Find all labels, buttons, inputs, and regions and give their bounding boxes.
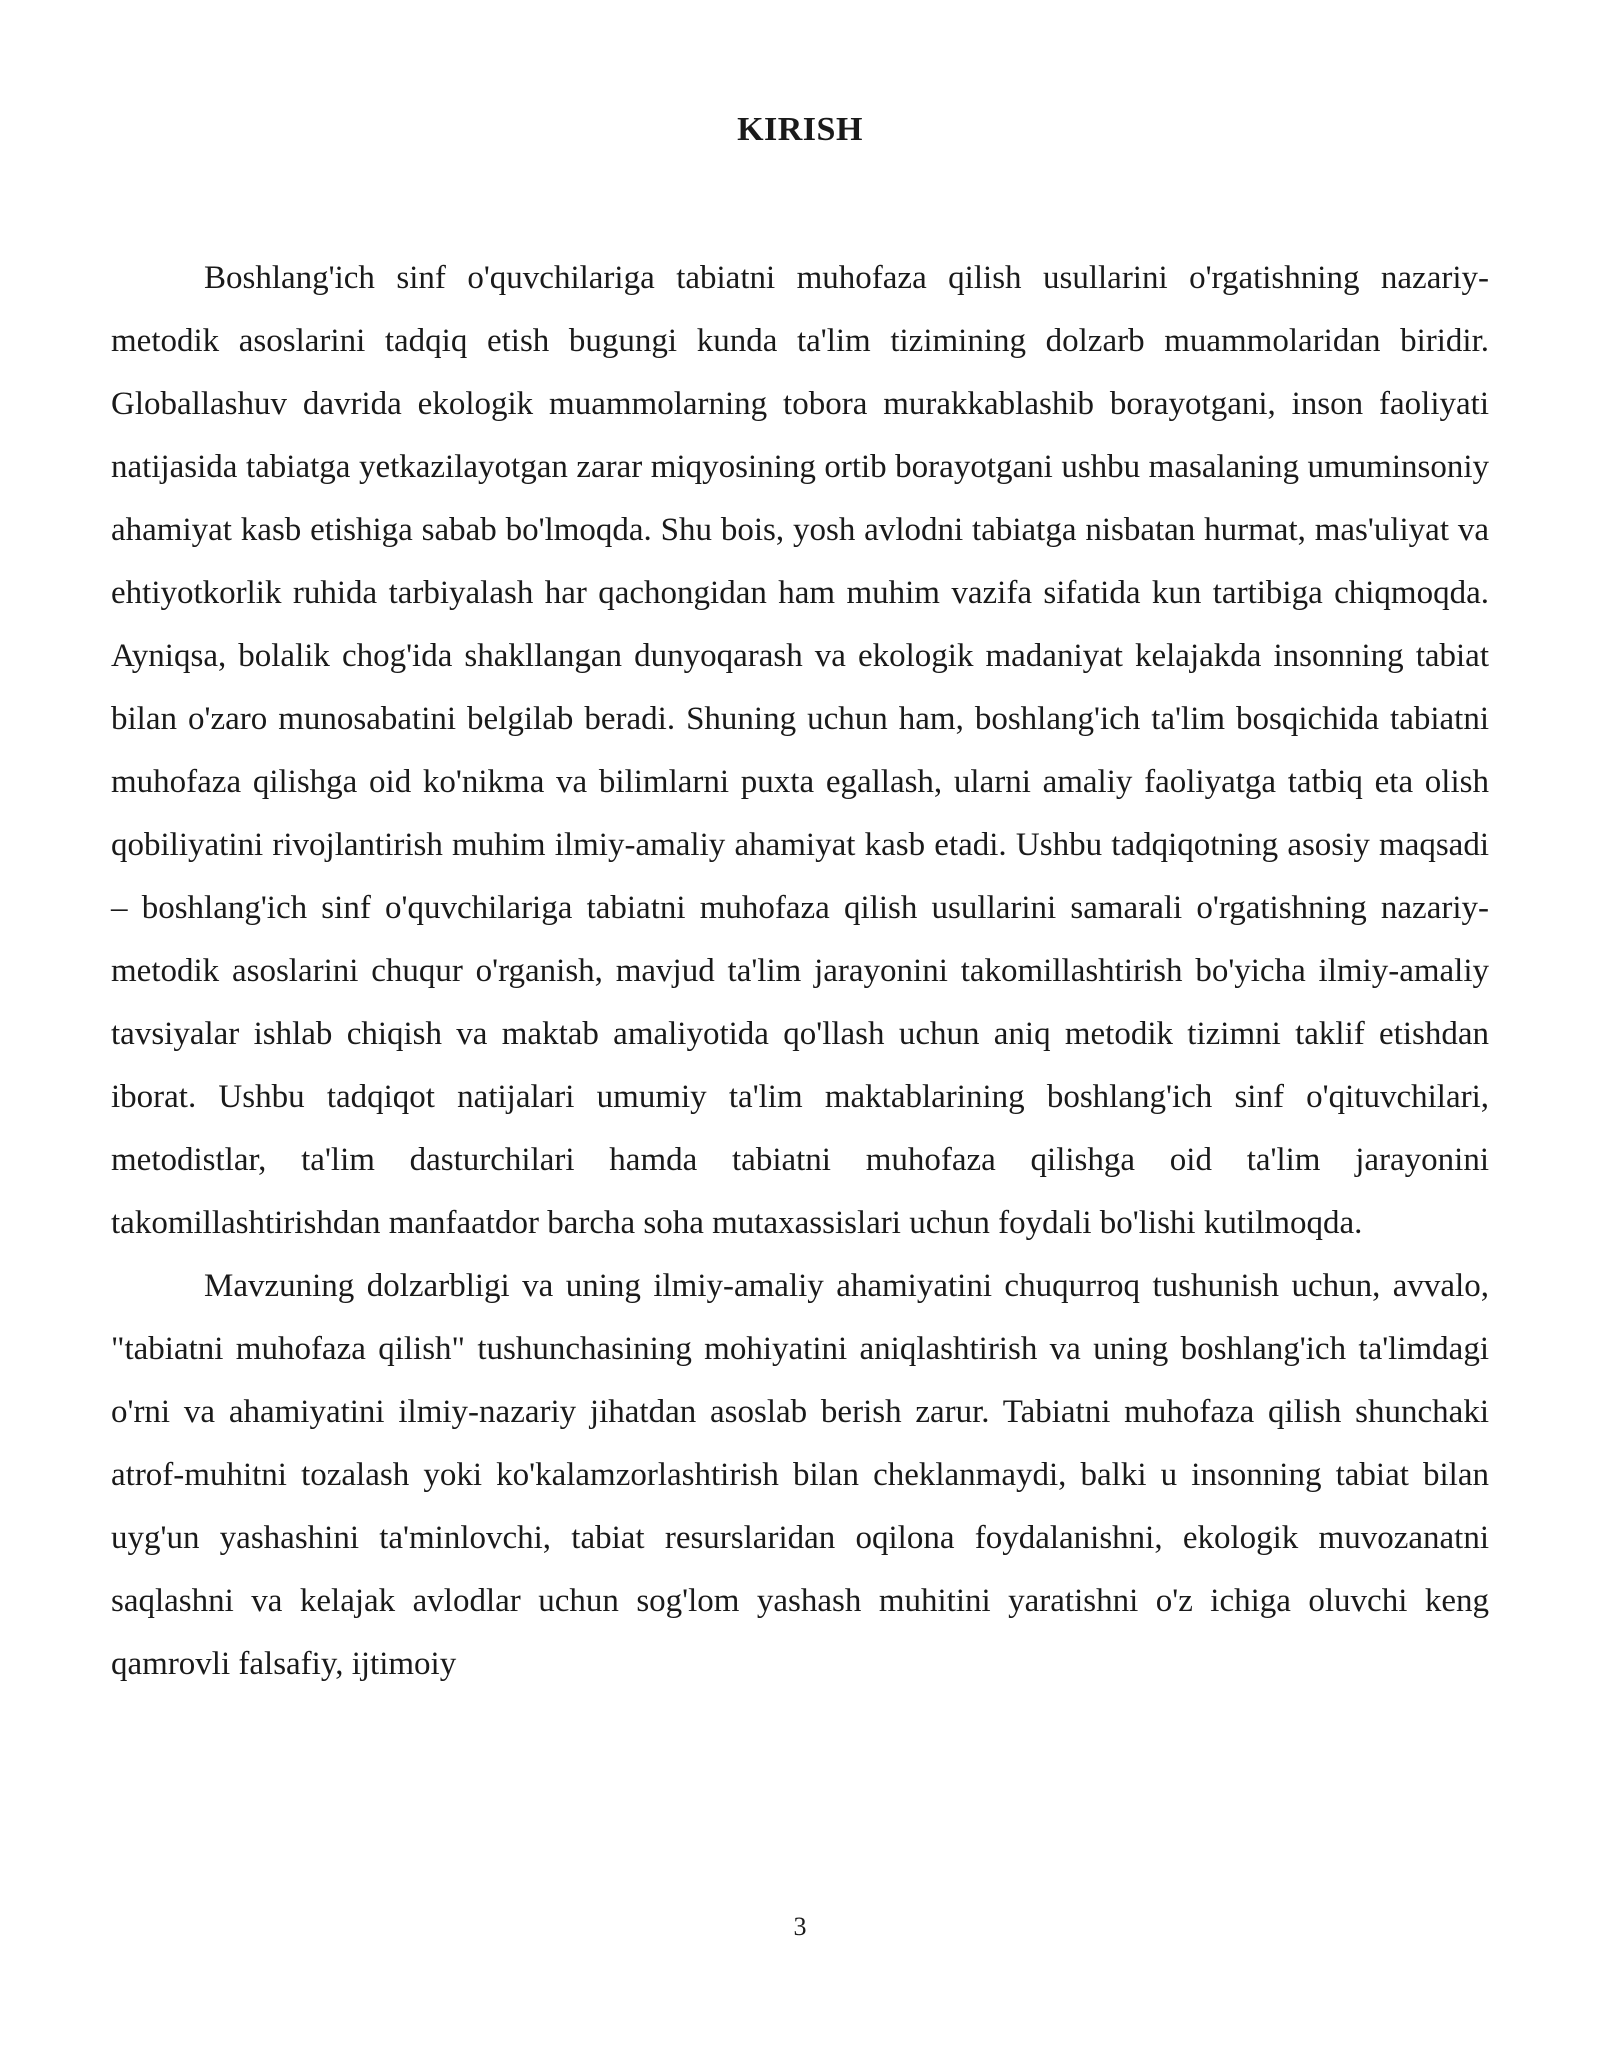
paragraph-relevance: Mavzuning dolzarbligi va uning ilmiy-amaliy ahamiyatini chuqurroq tushunish uchun, avvalo, "tabiatni muhofaza qilish" tushunchasining mohiyatini aniqlashtirish va uning boshlang'ich ta'limdagi o'rni va ahamiyatini ilmiy-nazariy jihatdan asoslab berish zarur. Tabiatni muhofaza qilish shunchaki atrof-muhitni tozalash yoki ko'kalamzorlashtirish bilan cheklanmaydi, balki u insonning tabiat bilan uyg'un yashashini ta'minlovchi, tabiat resurslaridan oqilona foydalanishni, ekologik muvozanatni saqlashni va kelajak avlodlar uchun sog'lom yashash muhitini yaratishni o'z ichiga oluvchi keng qamrovli falsafiy, ijtimoiy [111, 1268, 1489, 1682]
document-body [111, 247, 1489, 1696]
page-number: 3 [793, 1912, 807, 1941]
paragraph-introduction: Boshlang'ich sinf o'quvchilariga tabiatni muhofaza qilish usullarini o'rgatishning nazariy-metodik asoslarini tadqiq etish bugungi kunda ta'lim tizimining dolzarb muammolaridan biridir. Globallashuv davrida ekologik muammolarning tobora murakkablashib borayotgani, inson faoliyati natijasida tabiatga yetkazilayotgan zarar miqyosining ortib borayotgani ushbu masalaning umuminsoniy ahamiyat kasb etishiga sabab bo'lmoqda. Shu bois, yosh avlodni tabiatga nisbatan hurmat, mas'uliyat va ehtiyotkorlik ruhida tarbiyalash har qachongidan ham muhim vazifa sifatida kun tartibiga chiqmoqda. Ayniqsa, bolalik chog'ida shakllangan dunyoqarash va ekologik madaniyat kelajakda insonning tabiat bilan o'zaro munosabatini belgilab beradi. Shuning uchun ham, boshlang'ich ta'lim bosqichida tabiatni muhofaza qilishga oid ko'nikma va bilimlarni puxta egallash, ularni amaliy faoliyatga tatbiq eta olish qobiliyatini rivojlantirish muhim ilmiy-amaliy ahamiyat kasb etadi. Ushbu tadqiqotning asosiy maqsadi – boshlang'ich sinf o'quvchilariga tabiatni muhofaza qilish usullarini samarali o'rgatishning nazariy-metodik asoslarini chuqur o'rganish, mavjud ta'lim jarayonini takomillashtirish bo'yicha ilmiy-amaliy tavsiyalar ishlab chiqish va maktab amaliyotida qo'llash uchun aniq metodik tizimni taklif etishdan iborat. Ushbu tadqiqot natijalari umumiy ta'lim maktablarining boshlang'ich sinf o'qituvchilari, metodistlar, ta'lim dasturchilari hamda tabiatni muhofaza qilishga oid ta'lim jarayonini takomillashtirishdan manfaatdor barcha soha mutaxassislari uchun foydali bo'lishi kutilmoqda. [111, 260, 1489, 1241]
page-title: KIRISH [737, 111, 863, 148]
